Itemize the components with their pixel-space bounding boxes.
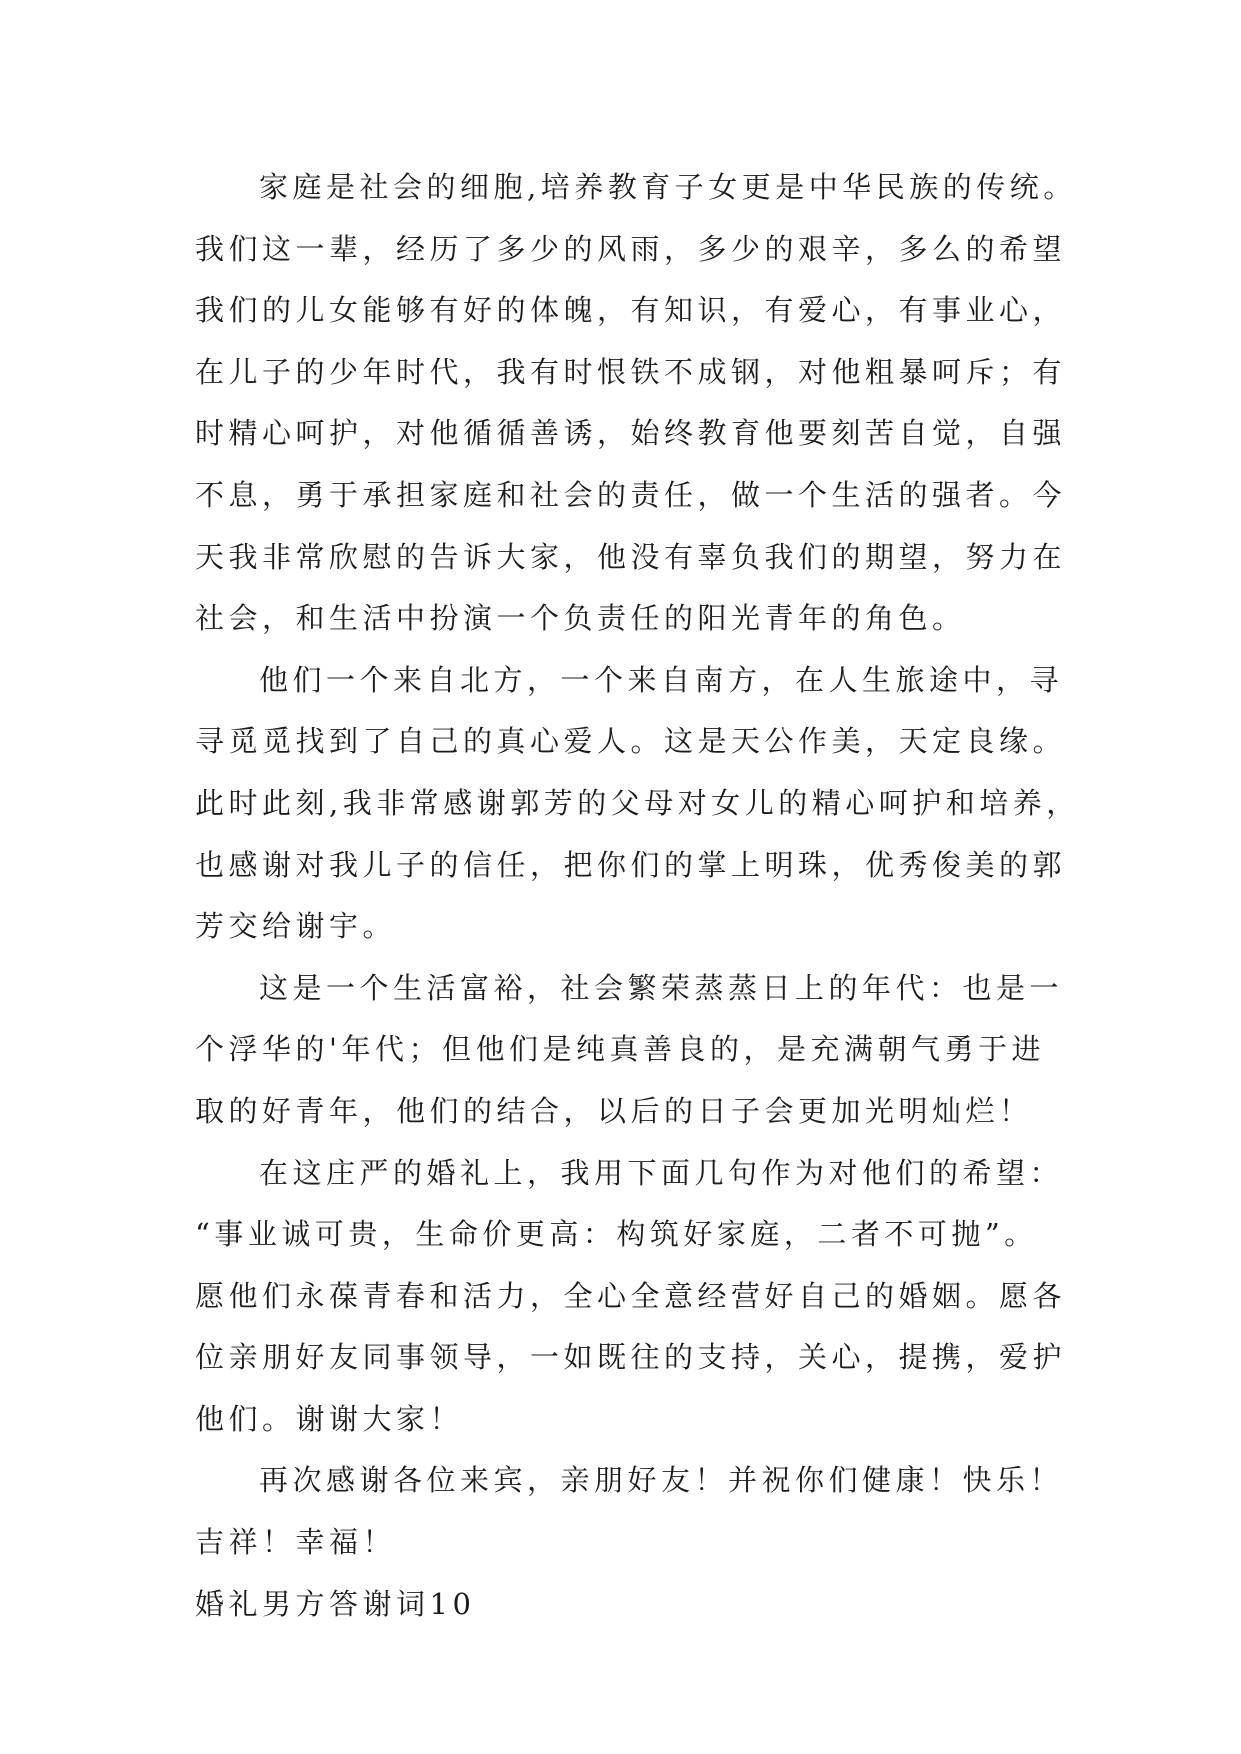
document-body — [195, 157, 1181, 1635]
paragraph-line: 吉祥！幸福！ — [195, 1525, 397, 1560]
paragraph — [195, 1143, 1181, 1451]
paragraph-line: 天我非常欣慰的告诉大家，他没有辜负我们的期望，努力在 — [195, 539, 1067, 574]
paragraph-line: 寻觅觅找到了自己的真心爱人。这是天公作美，天定良缘。 — [195, 724, 1067, 759]
paragraph-line: 我们的儿女能够有好的体魄，有知识，有爱心，有事业心， — [195, 293, 1067, 328]
paragraph-line: 他们。谢谢大家！ — [195, 1401, 464, 1436]
paragraph-line: “事业诚可贵，生命价更高：构筑好家庭，二者不可抛”。 — [195, 1217, 1038, 1252]
paragraph — [195, 650, 1181, 958]
paragraph — [195, 1450, 1181, 1573]
paragraph-line: 社会，和生活中扮演一个负责任的阳光青年的角色。 — [195, 601, 966, 636]
paragraph-line: 这是一个生活富裕，社会繁荣蒸蒸日上的年代：也是一 — [259, 970, 1064, 1005]
paragraph-line: 在这庄严的婚礼上，我用下面几句作为对他们的希望： — [259, 1155, 1064, 1190]
paragraph-line: 此时此刻,我非常感谢郭芳的父母对女儿的精心呵护和培养， — [195, 785, 1080, 820]
paragraph — [195, 157, 1181, 650]
paragraph-line: 他们一个来自北方，一个来自南方，在人生旅途中，寻 — [259, 662, 1064, 697]
paragraph-line: 芳交给谢宇。 — [195, 909, 397, 944]
paragraph-line: 再次感谢各位来宾，亲朋好友！并祝你们健康！快乐！ — [259, 1463, 1064, 1498]
paragraph-line: 愿他们永葆青春和活力，全心全意经营好自己的婚姻。愿各 — [195, 1278, 1067, 1313]
paragraph-line: 家庭是社会的细胞,培养教育子女更是中华民族的传统。 — [259, 170, 1077, 204]
paragraph-line: 取的好青年，他们的结合，以后的日子会更加光明灿烂！ — [195, 1093, 1033, 1128]
paragraph-line: 个浮华的'年代；但他们是纯真善良的，是充满朝气勇于进 — [195, 1032, 1045, 1067]
paragraph-line: 在儿子的少年时代，我有时恨铁不成钢，对他粗暴呵斥；有 — [195, 354, 1067, 389]
paragraph — [195, 958, 1181, 1143]
section-heading: 婚礼男方答谢词10 — [195, 1586, 476, 1621]
paragraph-line: 我们这一辈，经历了多少的风雨，多少的艰辛，多么的希望 — [195, 231, 1067, 266]
paragraph-line: 不息，勇于承担家庭和社会的责任，做一个生活的强者。今 — [195, 477, 1067, 512]
paragraph-line: 位亲朋好友同事领导，一如既往的支持，关心，提携，爱护 — [195, 1340, 1067, 1375]
paragraph-line: 也感谢对我儿子的信任，把你们的掌上明珠，优秀俊美的郭 — [195, 847, 1067, 882]
paragraph-line: 时精心呵护，对他循循善诱，始终教育他要刻苦自觉，自强 — [195, 416, 1067, 451]
